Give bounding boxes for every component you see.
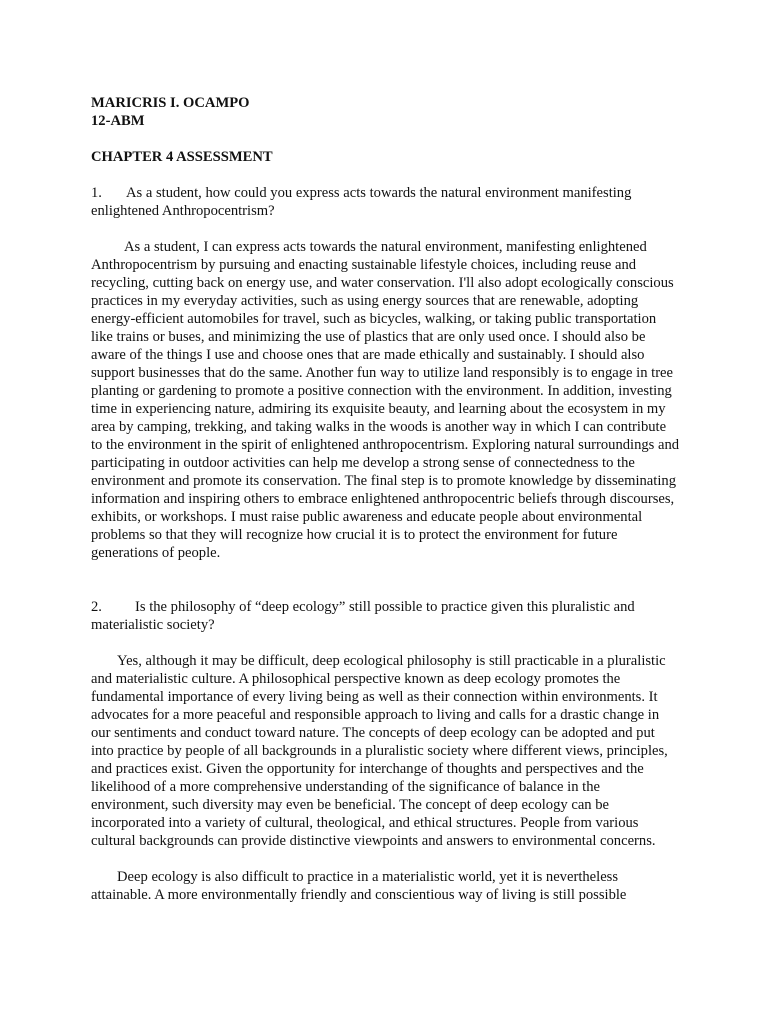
question-1 [91, 184, 681, 220]
answer-paragraph: Yes, although it may be difficult, deep ecological philosophy is still practicable in a pluralistic and materialistic culture. A philosophical perspective known as deep ecology promotes the fundamental importance of every living being as well as their connection within environments. It advocates for a more peaceful and responsible approach to living and calls for a drastic change in our sentiments and conduct toward nature. The concepts of deep ecology can be adopted and put into practice by people of all backgrounds in a pluralistic society where different views, principles, and practices exist. Given the opportunity for interchange of thoughts and perspectives and the likelihood of a more comprehensive understanding of the significance of balance in the environment, such diversity may even be beneficial. The concept of deep ecology can be incorporated into a variety of cultural, theological, and ethical structures. People from various cultural backgrounds can provide distinctive viewpoints and answers to environmental concerns. [91, 653, 668, 849]
question-text: As a student, how could you express acts towards the natural environment manifesting enlightened Anthropocentrism? [91, 185, 632, 219]
chapter-title: CHAPTER 4 ASSESSMENT [91, 149, 273, 165]
answer-paragraph: As a student, I can express acts towards the natural environment, manifesting enlightened Anthropocentrism by pursuing and enacting sustainable lifestyle choices, including reuse and recycling, cutting back on energy use, and water conservation. I'll also adopt ecologically conscious practices in my everyday activities, such as using energy sources that are renewable, adopting energy-efficient automobiles for travel, such as bicycles, walking, or taking public transportation like trains or buses, and minimizing the use of plastics that are only used once. I should also be aware of the things I use and choose ones that are made ethically and sustainably. I should also support businesses that do the same. Another fun way to utilize land responsibly is to engage in tree planting or gardening to promote a positive connection with the environment. In addition, investing time in experiencing nature, admiring its exquisite beauty, and learning about the ecosystem in my area by camping, trekking, and taking walks in the woods is another way in which I can contribute to the environment in the spirit of enlightened anthropocentrism. Exploring natural surroundings and participating in outdoor activities can help me develop a strong sense of connectedness to the environment and promote its conservation. The final step is to promote knowledge by disseminating information and inspiring others to embrace enlightened anthropocentric beliefs through discourses, exhibits, or workshops. I must raise public awareness and educate people about environmental problems so that they will recognize how crucial it is to protect the environment for future generations of people. [91, 239, 680, 561]
document-body [91, 94, 681, 904]
author-name: MARICRIS I. OCAMPO [91, 95, 250, 111]
question-number: 1. [91, 185, 102, 201]
answer-paragraph: Deep ecology is also difficult to practice in a materialistic world, yet it is nevertheless attainable. A more environmentally friendly and conscientious way of living is still possible [91, 869, 627, 903]
question-text: Is the philosophy of “deep ecology” still possible to practice given this pluralistic and materialistic society? [91, 599, 635, 633]
section-label: 12-ABM [91, 113, 145, 129]
question-2 [91, 598, 681, 634]
question-number: 2. [91, 599, 102, 615]
page-bottom-edge [0, 1012, 768, 1024]
